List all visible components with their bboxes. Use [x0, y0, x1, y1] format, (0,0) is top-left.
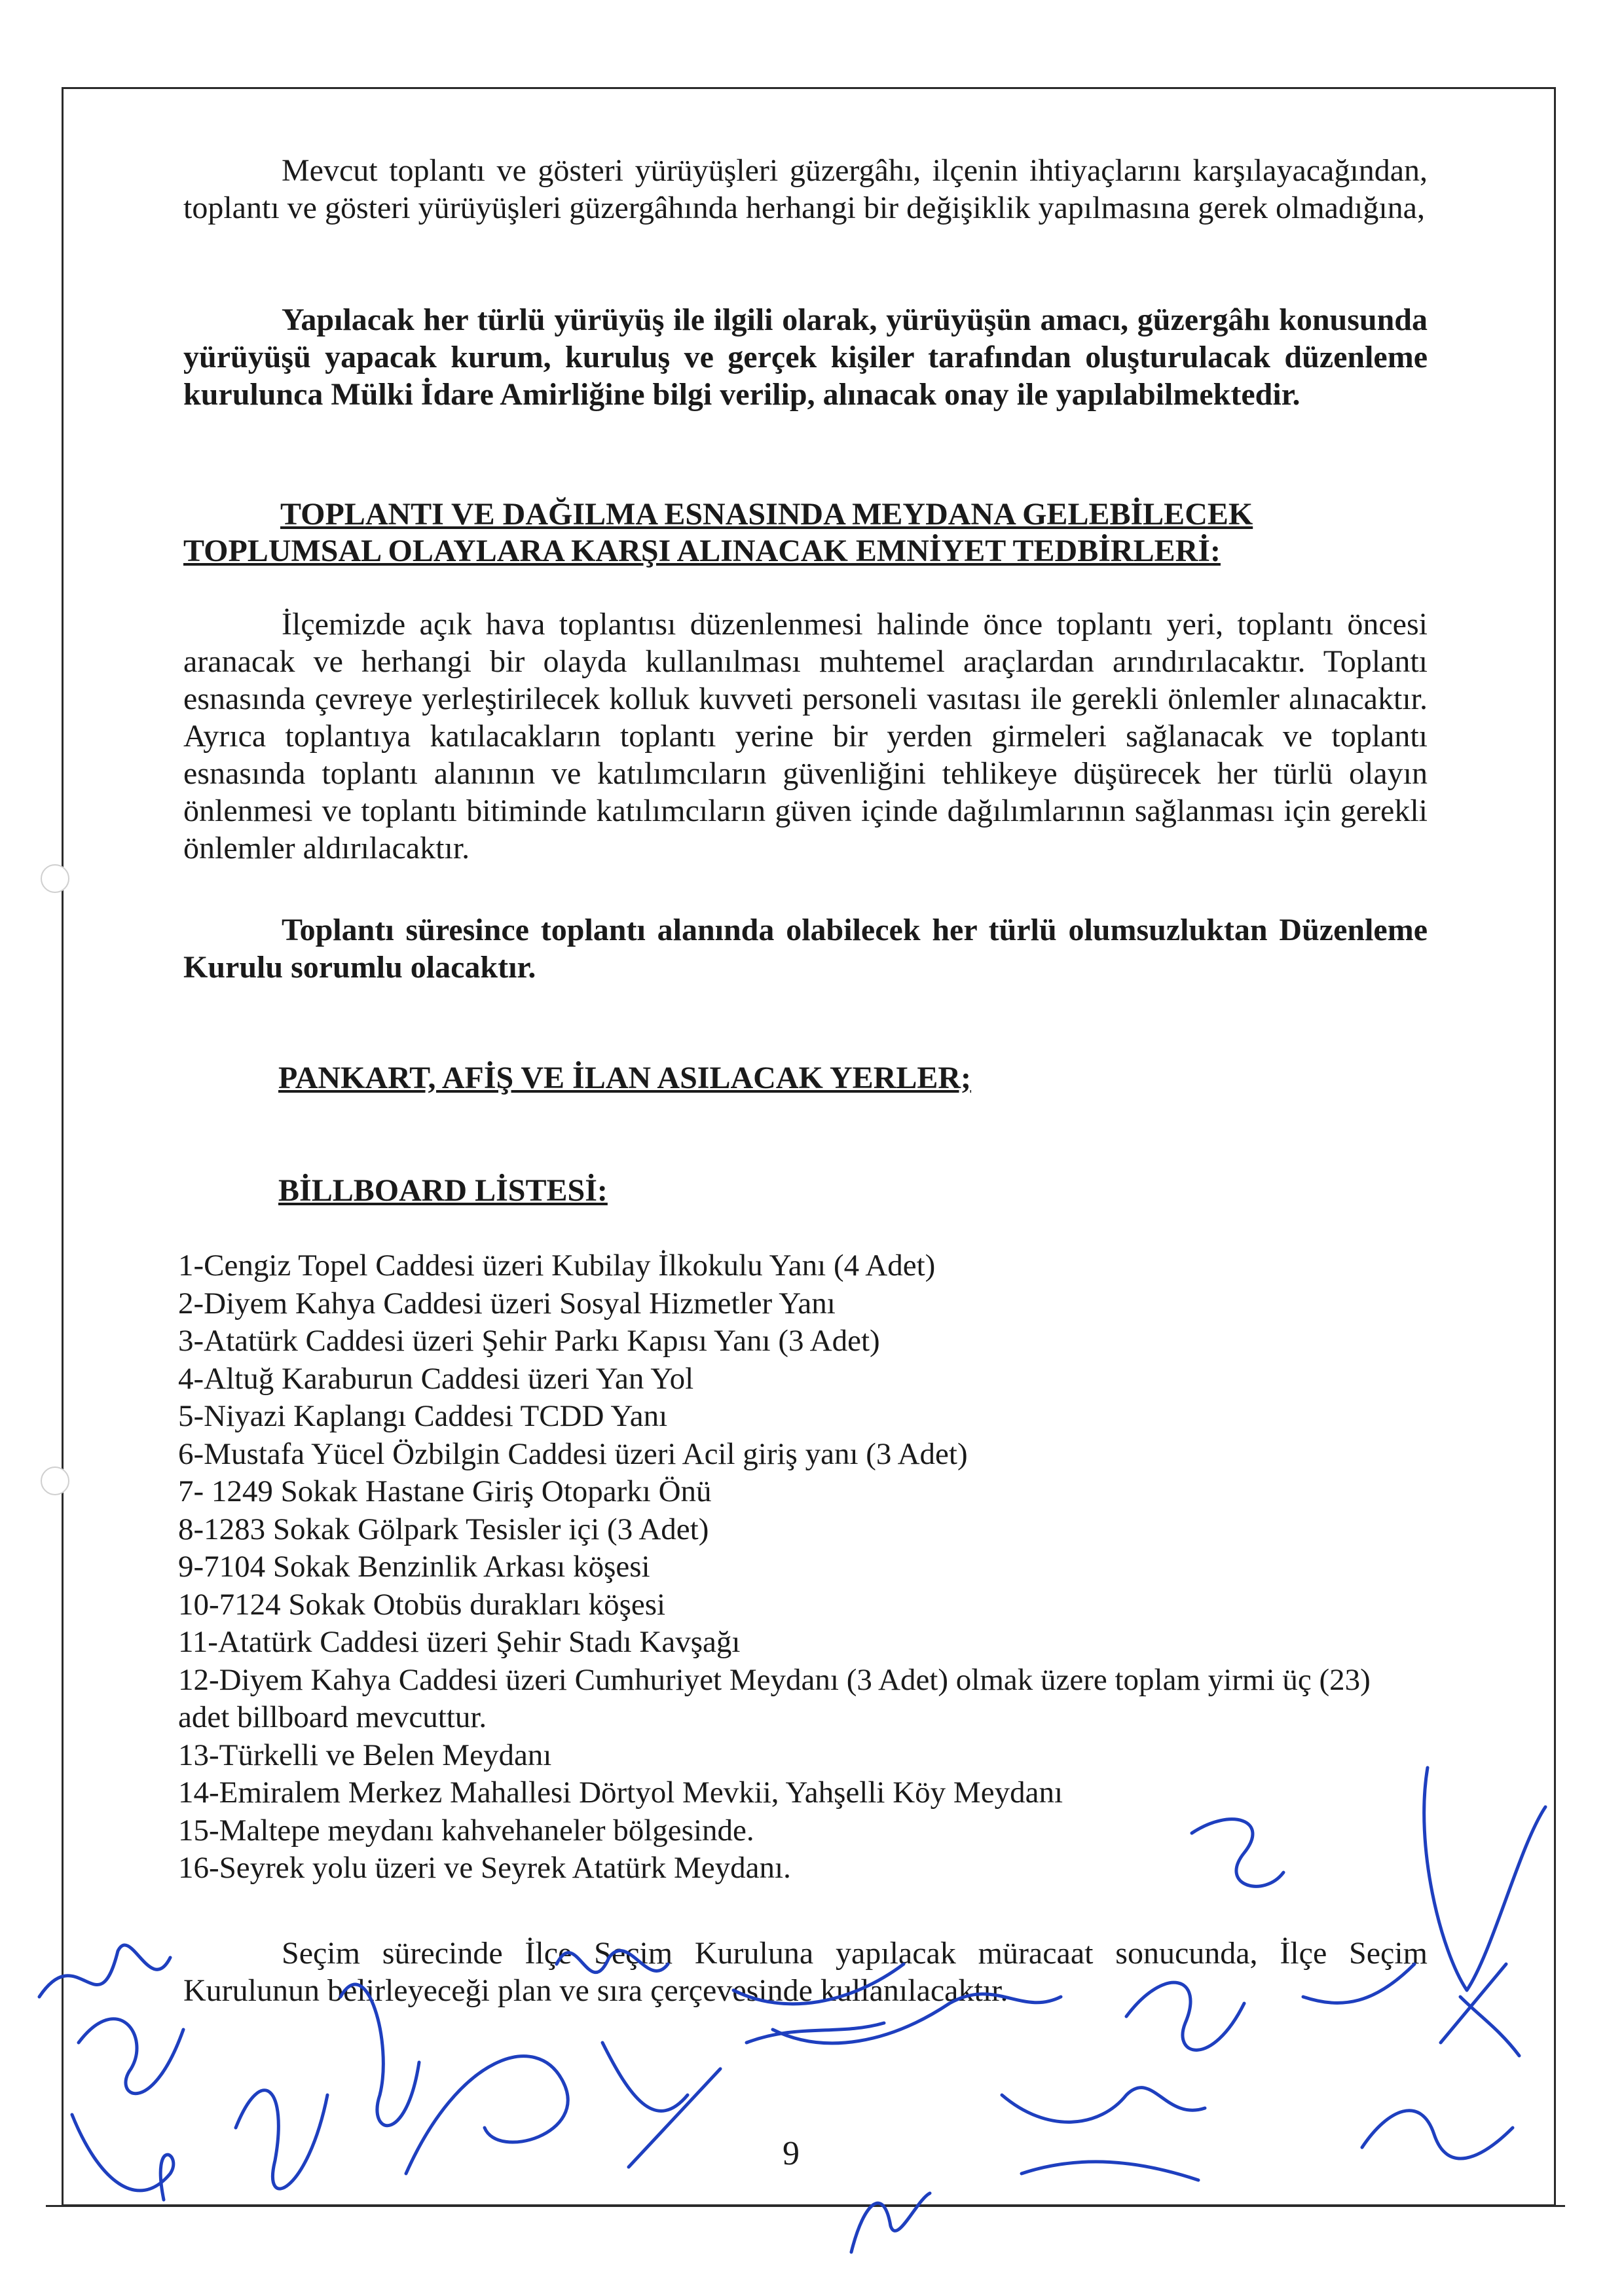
heading-security-line2: TOPLUMSAL OLAYLARA KARŞI ALINACAK EMNİYET TEDBİRLERİ: [183, 534, 1221, 568]
list-item: 7- 1249 Sokak Hastane Giriş Otoparkı Önü [178, 1474, 712, 1508]
paragraph-responsibility-text: Toplantı süresince toplantı alanında olabilecek her türlü olumsuzluktan Düzenleme Kurulu sorumlu olacaktır. [183, 913, 1428, 985]
list-item: 13-Türkelli ve Belen Meydanı [178, 1738, 552, 1772]
paragraph-security-measures-text: İlçemizde açık hava toplantısı düzenlenmesi halinde önce toplantı yeri, toplantı öncesi aranacak ve herhangi bir olayda kullanılması muhtemel araçlardan arındırılacaktır. Toplantı esnasında çevreye yerleştirilecek kolluk kuvveti personeli vasıtası ile gerekli önlemler alınacaktır. Ayrıca toplantıya katılacakların toplantı yerine bir yerden girmeleri sağlanacak ve toplantı esnasında toplantı alanının ve katılımcıların güvenliğini tehlikeye düşürecek her türlü olayın önlenmesi ve toplantı bitiminde katılımcıların güven içinde dağılımlarının sağlanması için gerekli önlemler aldırılacaktır. [183, 607, 1428, 866]
paragraph-march-approval [183, 301, 1428, 413]
list-item: 1-Cengiz Topel Caddesi üzeri Kubilay İlkokulu Yanı (4 Adet) [178, 1248, 936, 1283]
paragraph-route-text: Mevcut toplantı ve gösteri yürüyüşleri güzergâhı, ilçenin ihtiyaçlarını karşılayacağından, toplantı ve gösteri yürüyüşleri güzergâhında herhangi bir değişiklik yapılmasına gerek olmadığına, [183, 153, 1428, 225]
paragraph-security-measures [183, 606, 1428, 867]
heading-banner-locations: PANKART, AFİŞ VE İLAN ASILACAK YERLER; [278, 1061, 972, 1095]
list-item: 4-Altuğ Karaburun Caddesi üzeri Yan Yol [178, 1361, 694, 1396]
paragraph-election-board [183, 1935, 1428, 2009]
list-item: 3-Atatürk Caddesi üzeri Şehir Parkı Kapısı Yanı (3 Adet) [178, 1324, 880, 1358]
list-item: 5-Niyazi Kaplangı Caddesi TCDD Yanı [178, 1399, 668, 1433]
list-item: 11-Atatürk Caddesi üzeri Şehir Stadı Kavşağı [178, 1625, 741, 1659]
list-item: 15-Maltepe meydanı kahvehaneler bölgesinde. [178, 1813, 754, 1848]
page-number: 9 [783, 2135, 800, 2172]
heading-billboard-list: BİLLBOARD LİSTESİ: [278, 1173, 608, 1208]
paragraph-election-board-text: Seçim sürecinde İlçe Seçim Kuruluna yapılacak müracaat sonucunda, İlçe Seçim Kurulunun belirleyeceği plan ve sıra çerçevesinde kullanılacaktır. [183, 1936, 1428, 2008]
list-item: 10-7124 Sokak Otobüs durakları köşesi [178, 1587, 666, 1622]
list-item: 6-Mustafa Yücel Özbilgin Caddesi üzeri Acil giriş yanı (3 Adet) [178, 1436, 968, 1471]
list-item: 12-Diyem Kahya Caddesi üzeri Cumhuriyet Meydanı (3 Adet) olmak üzere toplam yirmi üç (23) adet billboard mevcuttur. [178, 1662, 1371, 1734]
paragraph-route [183, 152, 1428, 227]
paragraph-march-approval-text: Yapılacak her türlü yürüyüş ile ilgili olarak, yürüyüşün amacı, güzergâhı konusunda yürüyüşü yapacak kurum, kuruluş ve gerçek kişiler tarafından oluşturulacak düzenleme kurulunca Mülki İdare Amirliğine bilgi verilip, alınacak onay ile yapılabilmektedir. [183, 302, 1428, 412]
list-item: 16-Seyrek yolu üzeri ve Seyrek Atatürk Meydanı. [178, 1851, 791, 1885]
paragraph-responsibility [183, 911, 1428, 986]
list-item: 14-Emiralem Merkez Mahallesi Dörtyol Mevkii, Yahşelli Köy Meydanı [178, 1776, 1063, 1810]
list-item: 2-Diyem Kahya Caddesi üzeri Sosyal Hizmetler Yanı [178, 1286, 836, 1321]
list-item: 9-7104 Sokak Benzinlik Arkası köşesi [178, 1550, 650, 1584]
heading-security-line1: TOPLANTI VE DAĞILMA ESNASINDA MEYDANA GELEBİLECEK [280, 497, 1253, 532]
billboard-list [178, 1247, 1422, 1887]
list-item: 8-1283 Sokak Gölpark Tesisler içi (3 Adet) [178, 1512, 709, 1546]
